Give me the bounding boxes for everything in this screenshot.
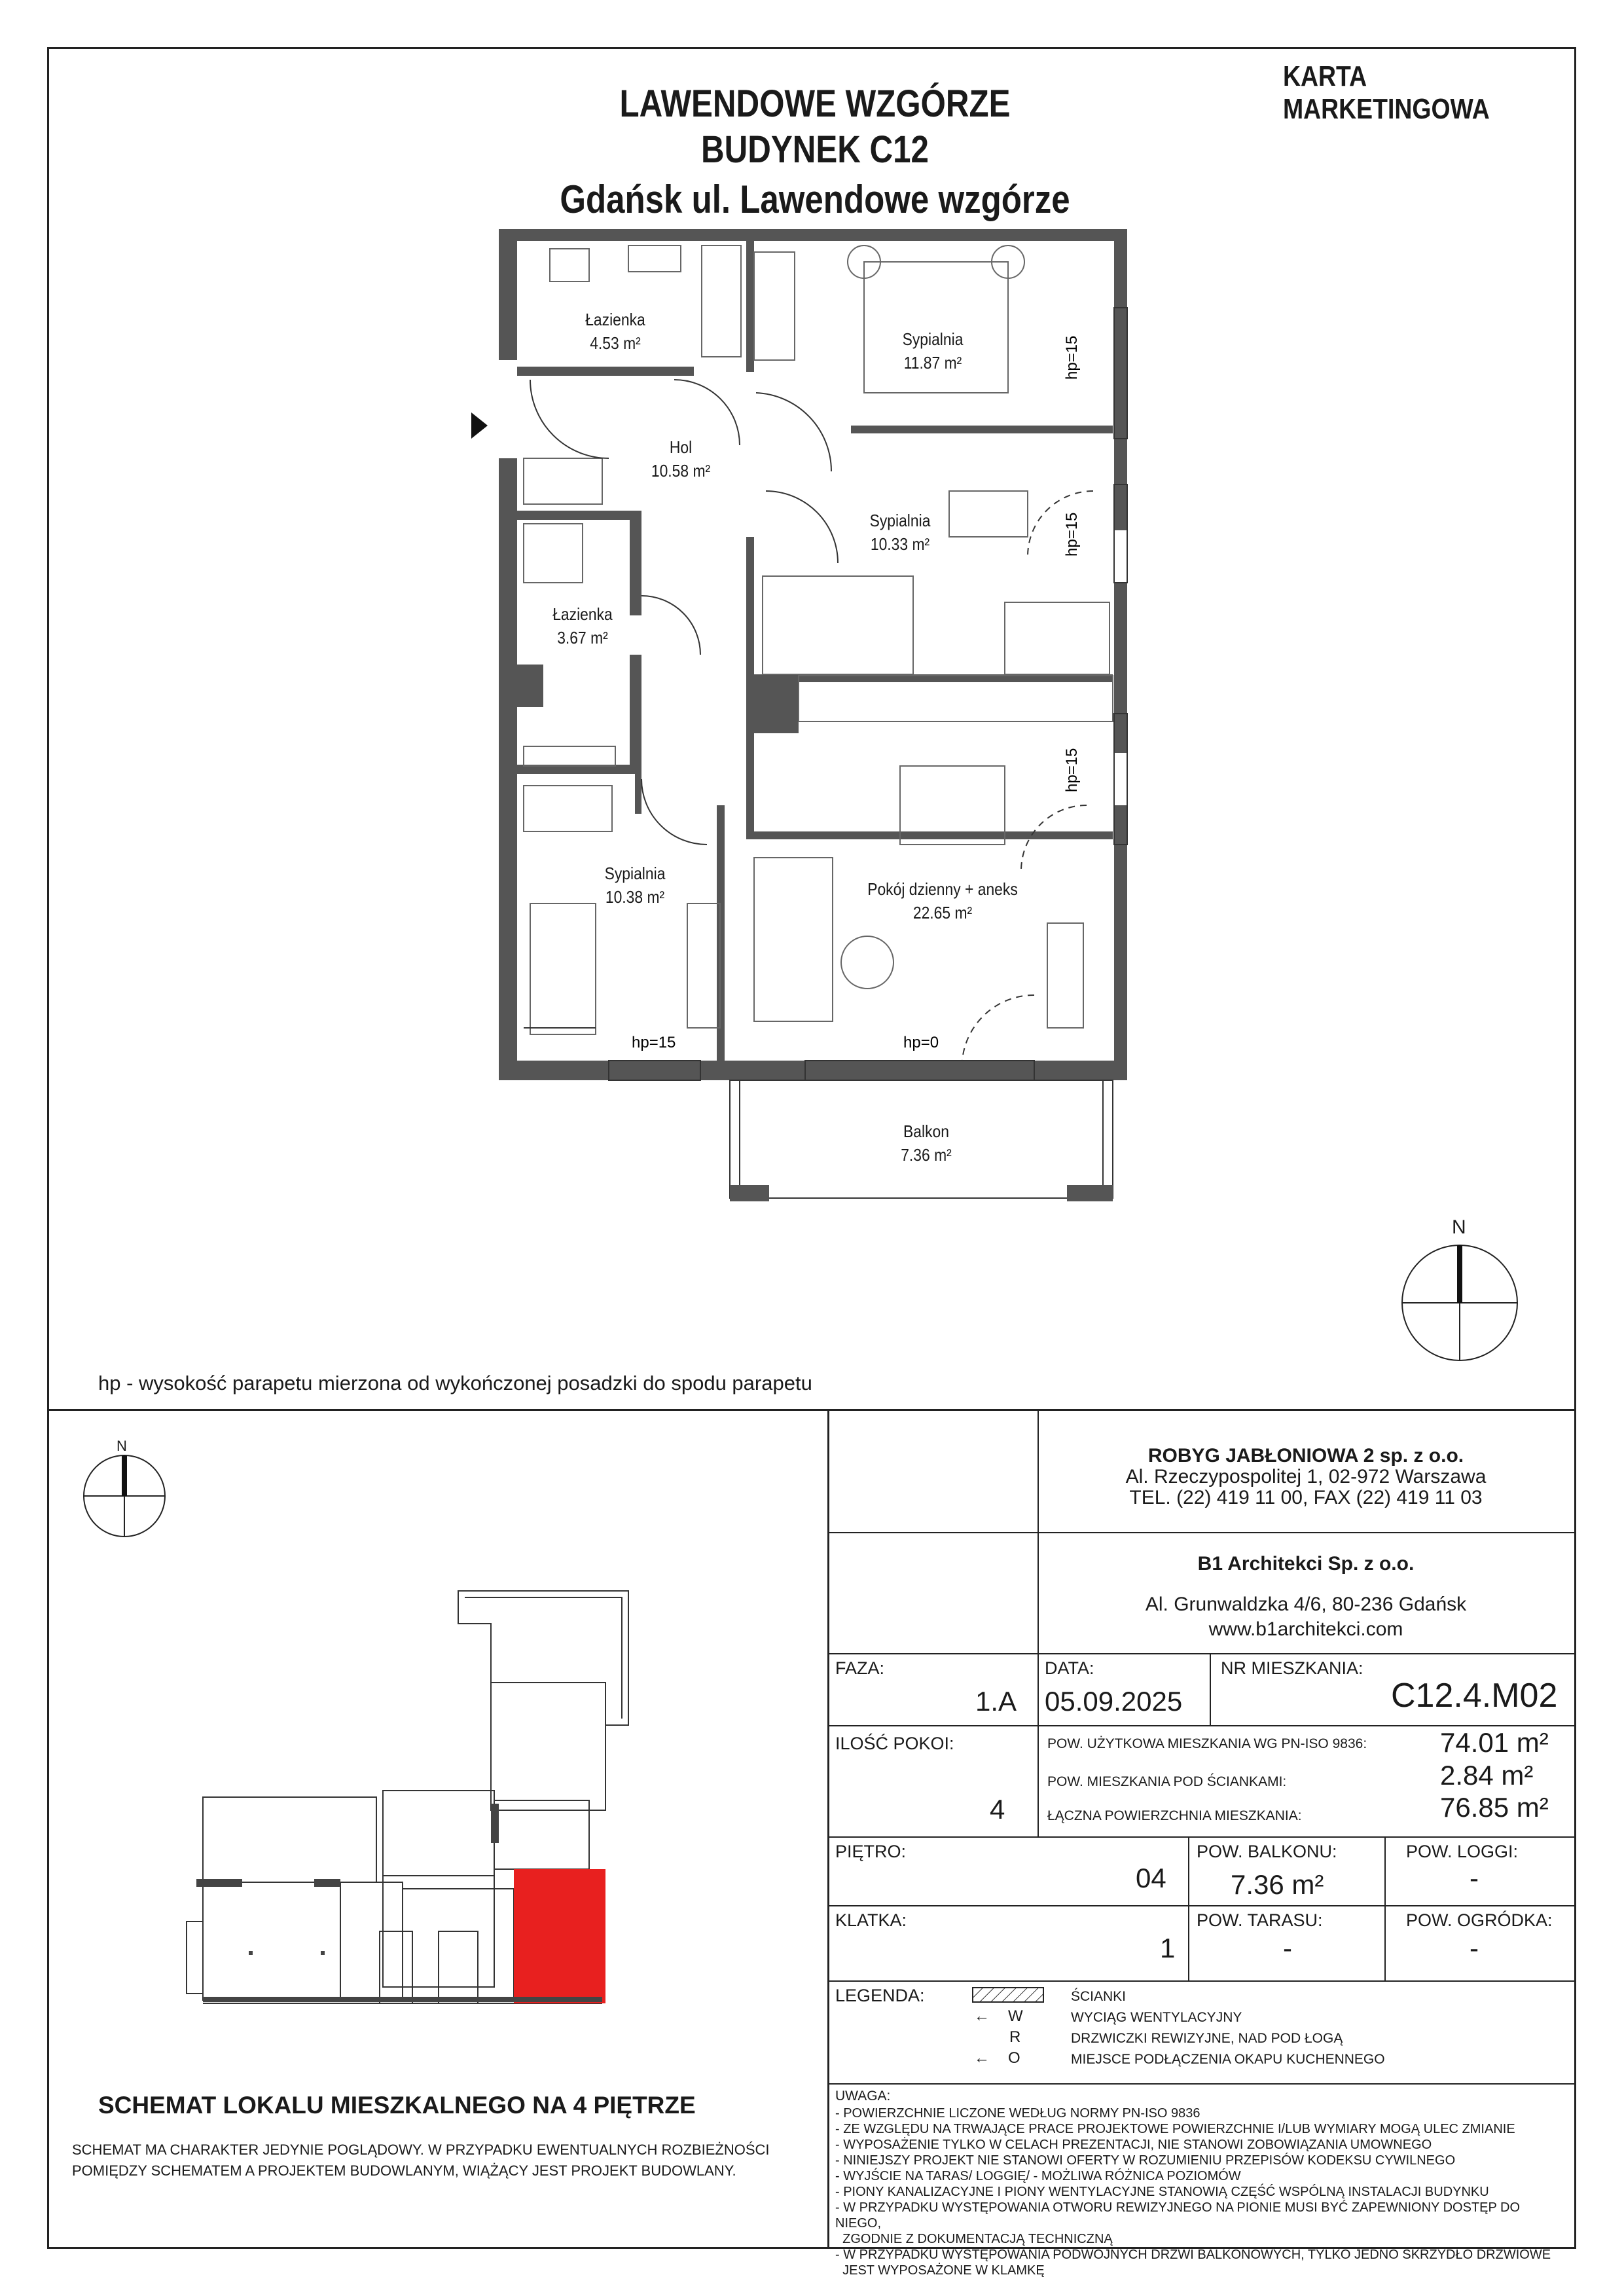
table-line	[1038, 1653, 1039, 1725]
room-name: Łazienka	[552, 604, 613, 624]
room-name: Pokój dzienny + aneks	[867, 879, 1018, 899]
hp-label: hp=15	[1063, 335, 1081, 380]
floor-plan	[458, 216, 1165, 1237]
data-label: DATA:	[1045, 1658, 1094, 1678]
wall-hatch-icon	[972, 1987, 1044, 2003]
compass-small-icon	[82, 1453, 167, 1539]
developer-name: ROBYG JABŁONIOWA 2 sp. z o.o.	[1147, 1445, 1464, 1467]
hp-label: hp=15	[1063, 512, 1081, 556]
table-line	[827, 2083, 1576, 2085]
room-name: Hol	[669, 437, 693, 457]
taras-label: POW. TARASU:	[1197, 1910, 1323, 1930]
room-hall	[635, 435, 727, 483]
table-line	[827, 1653, 1576, 1654]
nr-value: C12.4.M02	[1391, 1677, 1558, 1715]
remarks-title: UWAGA:	[835, 2088, 891, 2104]
marketing-card-label: KARTA MARKETINGOWA	[1283, 60, 1490, 125]
room-balcony	[877, 1120, 975, 1167]
disclaimer-line: POMIĘDZY SCHEMATEM A PROJEKTEM BUDOWLANYM, WIĄŻĄCY JEST PROJEKT BUDOWLANY.	[72, 2162, 736, 2179]
remark-line: - POWIERZCHNIE LICZONE WEDŁUG NORMY PN-ISO 9836	[835, 2106, 1200, 2121]
room-name: Balkon	[903, 1121, 949, 1141]
architect-web: www.b1architekci.com	[1208, 1618, 1403, 1640]
legend-text-r: DRZWICZKI REWIZYJNE, NAD POD ŁOGĄ	[1071, 2031, 1343, 2046]
remark-line: - WYPOSAŻENIE TYLKO W CELACH PREZENTACJI, NIE STANOWI ZOBOWIĄZANIA UMOWNEGO	[835, 2138, 1432, 2152]
legend-title: LEGENDA:	[835, 1986, 925, 2005]
apartment-highlight	[514, 1869, 605, 2003]
table-line	[1038, 1725, 1039, 1836]
room-bathroom-1	[569, 308, 662, 355]
legend-arrow-icon: ←	[974, 2007, 990, 2025]
klatka-label: KLATKA:	[835, 1910, 907, 1930]
legend-arrow-icon: ←	[974, 2049, 990, 2067]
architect-address: Al. Grunwaldzka 4/6, 80-236 Gdańsk	[1145, 1594, 1467, 1615]
legend-symbol-w: W	[1008, 2007, 1023, 2025]
compass-icon	[1401, 1244, 1519, 1362]
section-divider	[47, 1409, 1576, 1411]
remark-line: ZGODNIE Z DOKUMENTACJĄ TECHNICZNĄ	[835, 2232, 1113, 2246]
legend-text-w: WYCIĄG WENTYLACYJNY	[1071, 2010, 1242, 2025]
disclaimer	[72, 2140, 770, 2181]
title-line-3: Gdańsk ul. Lawendowe wzgórze	[560, 177, 1070, 221]
faza-label: FAZA:	[835, 1658, 885, 1678]
north-label-small: N	[117, 1438, 127, 1454]
pow-uz-label: POW. UŻYTKOWA MIESZKANIA WG PN-ISO 9836:	[1047, 1736, 1367, 1751]
developer-address: Al. Rzeczypospolitej 1, 02-972 Warszawa	[1125, 1466, 1487, 1487]
room-area: 22.65 m²	[912, 903, 973, 922]
room-area: 10.38 m²	[605, 887, 665, 907]
section-divider	[827, 1409, 829, 2249]
klatka-value: 1	[1160, 1933, 1176, 1963]
developer-phone: TEL. (22) 419 11 00, FAX (22) 419 11 03	[1129, 1487, 1483, 1508]
nr-label: NR MIESZKANIA:	[1221, 1658, 1363, 1678]
room-area: 4.53 m²	[590, 333, 641, 353]
pow-sc-label: POW. MIESZKANIA POD ŚCIANKAMI:	[1047, 1774, 1287, 1789]
loggia-label: POW. LOGGI:	[1406, 1842, 1519, 1861]
table-line	[1210, 1653, 1211, 1725]
north-label: N	[1452, 1216, 1466, 1238]
table-line	[827, 1532, 1576, 1533]
hp-note: hp - wysokość parapetu mierzona od wykończonej posadzki do spodu parapetu	[98, 1372, 812, 1394]
room-name: Sypialnia	[869, 511, 931, 530]
balkon-value: 7.36 m²	[1231, 1869, 1324, 1900]
remark-line: - W PRZYPADKU WYSTĘPOWANIA OTWORU REWIZYJNEGO NA PIONIE MUSI BYĆ ZAPEWNIONY DOSTĘP DO NIEGO,	[835, 2200, 1521, 2231]
pow-lacz-label: ŁĄCZNA POWIERZCHNIA MIESZKANIA:	[1047, 1808, 1302, 1823]
table-line	[827, 1725, 1576, 1726]
hp-label: hp=0	[903, 1034, 939, 1051]
faza-value: 1.A	[975, 1686, 1017, 1717]
table-line	[1188, 1836, 1189, 1980]
pow-sc-value: 2.84 m²	[1440, 1760, 1534, 1791]
ogrodek-value: -	[1470, 1933, 1479, 1963]
legend-symbol-o: O	[1008, 2049, 1020, 2067]
room-area: 10.58 m²	[651, 461, 711, 481]
loggia-value: -	[1470, 1863, 1479, 1893]
remarks-list	[835, 2105, 1568, 2278]
data-value: 05.09.2025	[1045, 1686, 1183, 1717]
legend-text-walls: ŚCIANKI	[1071, 1989, 1127, 2004]
balkon-label: POW. BALKONU:	[1197, 1842, 1337, 1861]
architect-name: B1 Architekci Sp. z o.o.	[1197, 1553, 1415, 1575]
architect-block	[1047, 1552, 1564, 1642]
developer-block	[1047, 1446, 1564, 1508]
room-living-kitchen	[856, 877, 1029, 924]
room-bedroom-1	[884, 327, 982, 374]
pow-lacz-value: 76.85 m²	[1440, 1792, 1549, 1823]
table-line	[827, 1905, 1576, 1906]
room-name: Sypialnia	[902, 329, 964, 349]
pow-uz-value: 74.01 m²	[1440, 1727, 1549, 1758]
ogrodek-label: POW. OGRÓDKA:	[1406, 1910, 1553, 1930]
remark-line: - W PRZYPADKU WYSTĘPOWANIA PODWÓJNYCH DRZWI BALKONOWYCH, TYLKO JEDNO SKRZYDŁO DRZWIOWE	[835, 2248, 1551, 2262]
remark-line: JEST WYPOSAŻONE W KLAMKĘ	[835, 2263, 1045, 2278]
remark-line: - PIONY KANALIZACYJNE I PIONY WENTYLACYJNE STANOWIĄ CZĘŚĆ WSPÓLNĄ INSTALACJI BUDYNKU	[835, 2185, 1489, 2199]
room-area: 10.33 m²	[870, 534, 930, 554]
legend-symbol-r: R	[1009, 2028, 1021, 2046]
pietro-label: PIĘTRO:	[835, 1842, 907, 1861]
table-line	[1384, 1836, 1386, 1980]
title-line-2: BUDYNEK C12	[701, 128, 929, 171]
room-name: Łazienka	[585, 310, 645, 329]
legend-text-o: MIEJSCE PODŁĄCZENIA OKAPU KUCHENNEGO	[1071, 2052, 1385, 2067]
title-line-1: LAWENDOWE WZGÓRZE	[619, 82, 1011, 125]
schema-title: SCHEMAT LOKALU MIESZKALNEGO NA 4 PIĘTRZE	[98, 2092, 696, 2119]
room-bathroom-2	[537, 602, 629, 649]
room-area: 3.67 m²	[557, 628, 608, 647]
pokoje-value: 4	[990, 1794, 1005, 1825]
disclaimer-line: SCHEMAT MA CHARAKTER JEDYNIE POGLĄDOWY. W PRZYPADKU EWENTUALNYCH ROZBIEŻNOŚCI	[72, 2141, 770, 2158]
key-plan	[183, 1584, 641, 2016]
hp-label: hp=15	[632, 1034, 676, 1051]
room-bedroom-3	[589, 862, 681, 909]
hp-label: hp=15	[1063, 748, 1081, 792]
room-area: 7.36 m²	[901, 1145, 952, 1165]
room-bedroom-2	[851, 509, 949, 556]
pietro-value: 04	[1136, 1863, 1166, 1893]
remark-line: - WYJŚCIE NA TARAS/ LOGGIĘ/ - MOŻLIWA RÓŻNICA POZIOMÓW	[835, 2169, 1241, 2183]
table-line	[827, 1980, 1576, 1982]
table-line	[827, 1836, 1576, 1838]
pokoje-label: ILOŚĆ POKOI:	[835, 1734, 954, 1753]
room-name: Sypialnia	[604, 864, 666, 883]
remark-line: - ZE WZGLĘDU NA TRWAJĄCE PRACE PROJEKTOWE POWIERZCHNIE I/LUB WYMIARY MOGĄ ULEC ZMIANIE	[835, 2122, 1515, 2136]
remark-line: - NINIEJSZY PROJEKT NIE STANOWI OFERTY W ROZUMIENIU PRZEPISÓW KODEKSU CYWILNEGO	[835, 2153, 1456, 2168]
room-area: 11.87 m²	[903, 353, 962, 373]
taras-value: -	[1283, 1933, 1292, 1963]
